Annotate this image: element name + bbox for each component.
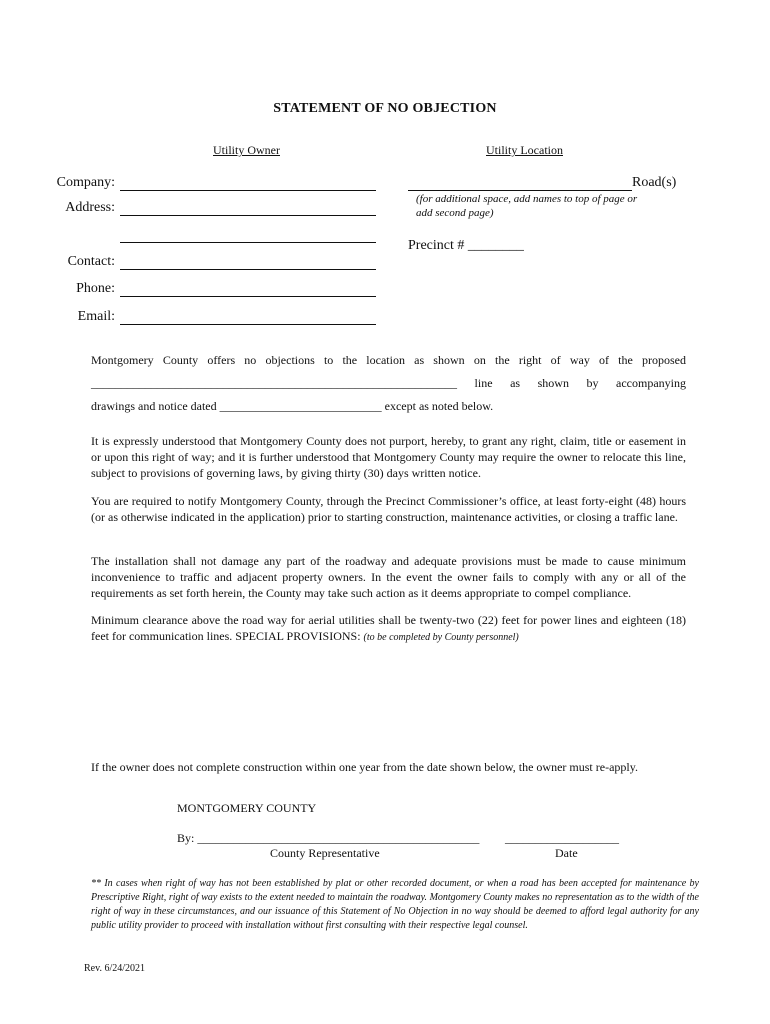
email-field[interactable]: [120, 324, 376, 325]
address-field[interactable]: [120, 215, 376, 216]
reapply-notice: If the owner does not complete construction within one year from the date shown below, the owner must re-apply.: [91, 760, 638, 774]
notification-paragraph: You are required to notify Montgomery County, through the Precinct Commissioner’s office, at least forty-eight (48) hours (or as otherwise indicated in the application) prior to starting construction, maintenance activities, or closing a traffic lane.: [91, 494, 686, 524]
installation-paragraph: The installation shall not damage any part of the roadway and adequate provisions must be made to cause minimum inconvenience to traffic and adjacent property owners. In the event the owner fails to comply with any or all of the requirements as set forth herein, the County may take such action as it deems appropriate to compel compliance.: [91, 554, 686, 600]
special-provisions-note: (to be completed by County personnel): [363, 632, 519, 643]
clearance-text: Minimum clearance above the road way for aerial utilities shall be twenty-two (22) feet for power lines and eighteen (18) feet for communication lines. SPECIAL PROVISIONS:: [91, 613, 686, 643]
objection-paragraph-line-1: Montgomery County offers no objections to the location as shown on the right of way of the proposed: [91, 353, 686, 367]
precinct-field[interactable]: Precinct # ________: [408, 238, 524, 253]
county-name: MONTGOMERY COUNTY: [177, 801, 317, 815]
address-label: Address:: [65, 200, 115, 215]
date-signature-line[interactable]: ___________________: [505, 831, 619, 845]
clearance-paragraph: [91, 612, 686, 646]
phone-label: Phone:: [76, 281, 115, 296]
utility-owner-header: Utility Owner: [213, 143, 280, 157]
footnote: ** In cases when right of way has not been established by plat or other recorded document, or when a road has been accepted for maintenance by Prescriptive Right, right of way exists to the extent needed to maintain the roadway. Montgomery County makes no representation as to the width of the right of way in these circumstances, and our issuance of this Statement of No Objection in no way should be deemed to afford legal authority for any public utility provider to proceed with installation without first consulting with their respective legal counsel.: [91, 878, 699, 931]
address-field-line-2[interactable]: [120, 242, 376, 243]
document-title: STATEMENT OF NO OBJECTION: [273, 101, 497, 116]
county-representative-label: County Representative: [270, 846, 380, 860]
representative-signature-line[interactable]: By: _______________________________________________: [177, 831, 480, 845]
contact-field[interactable]: [120, 269, 376, 270]
roads-field[interactable]: [408, 190, 632, 191]
phone-field[interactable]: [120, 296, 376, 297]
objection-paragraph-line-3: drawings and notice dated ___________________________ except as noted below.: [91, 399, 494, 413]
objection-paragraph-line-2: _____________________________________________________________ line as shown by accompanying: [91, 376, 686, 390]
company-field[interactable]: [120, 190, 376, 191]
utility-location-header: Utility Location: [486, 143, 563, 157]
company-label: Company:: [56, 175, 115, 190]
contact-label: Contact:: [67, 254, 115, 269]
roads-label: Road(s): [632, 175, 677, 190]
understanding-paragraph: It is expressly understood that Montgomery County does not purport, hereby, to grant any right, claim, title or easement in or upon this right of way; and it is further understood that Montgomery County may require the owner to relocate this line, subject to provisions of governing laws, by giving thirty (30) days written notice.: [91, 434, 686, 480]
email-label: Email:: [77, 309, 115, 324]
roads-note: (for additional space, add names to top of page or add second page): [416, 193, 638, 219]
revision-date: Rev. 6/24/2021: [84, 963, 146, 974]
date-label: Date: [555, 846, 578, 860]
